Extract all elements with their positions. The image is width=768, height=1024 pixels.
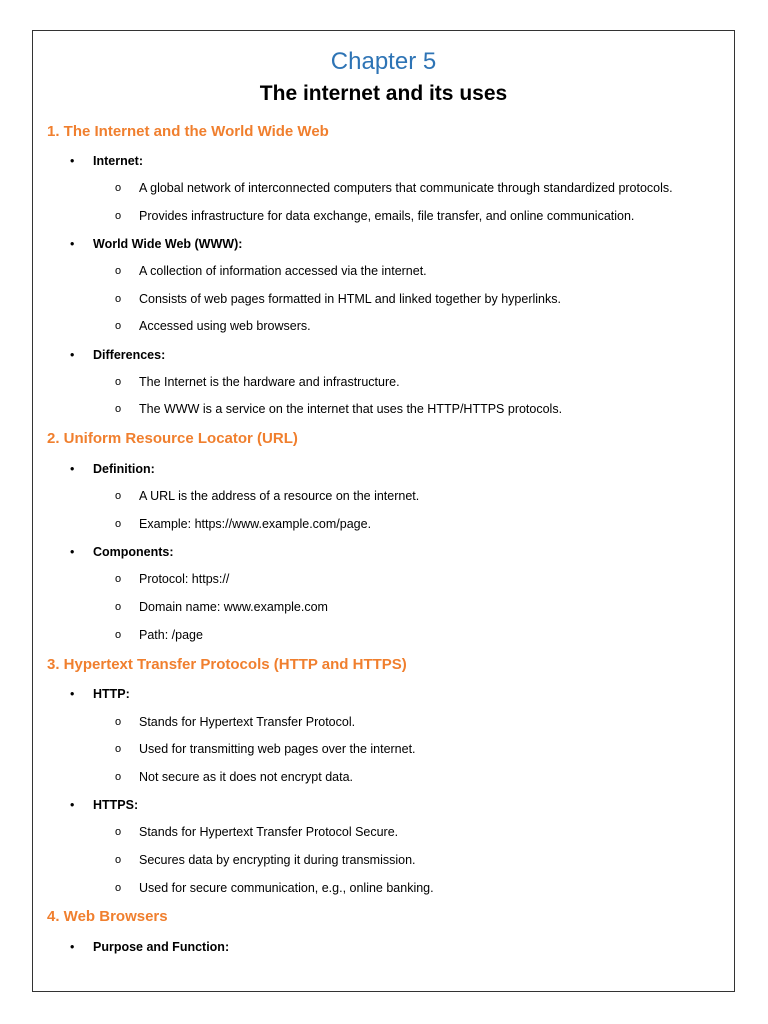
bullet-item [70,796,139,814]
sub-bullet-text: Example: https://www.example.com/page. [139,517,372,531]
bullet-icon: • [70,687,75,701]
sub-bullet-text: Domain name: www.example.com [139,600,328,614]
sub-bullet-text: A collection of information accessed via the internet. [139,264,427,278]
bullet-item [70,685,130,703]
circle-bullet-icon: o [115,629,122,641]
sub-bullet-item [115,879,434,897]
bullet-item [70,346,166,364]
circle-bullet-icon: o [115,403,122,415]
sub-bullet-item [115,179,673,197]
circle-bullet-icon: o [115,518,122,530]
bullet-item [70,460,155,478]
sub-bullet-text: The Internet is the hardware and infrastructure. [139,375,400,389]
circle-bullet-icon: o [115,882,122,894]
sub-bullet-item [115,598,328,616]
section-heading: 4. Web Browsers [47,908,168,925]
sub-bullet-text: The WWW is a service on the internet that uses the HTTP/HTTPS protocols. [139,402,563,416]
bullet-label: Purpose and Function: [93,940,230,954]
sub-bullet-item [115,317,311,335]
bullet-item [70,235,243,253]
circle-bullet-icon: o [115,265,122,277]
bullet-icon: • [70,798,75,812]
sub-bullet-text: Stands for Hypertext Transfer Protocol Secure. [139,825,399,839]
sub-bullet-text: Provides infrastructure for data exchange, emails, file transfer, and online communication. [139,209,635,223]
circle-bullet-icon: o [115,490,122,502]
circle-bullet-icon: o [115,320,122,332]
circle-bullet-icon: o [115,601,122,613]
bullet-label: Differences: [93,348,166,362]
section-heading: 2. Uniform Resource Locator (URL) [47,430,298,447]
sub-bullet-text: Used for transmitting web pages over the internet. [139,742,416,756]
bullet-label: HTTPS: [93,798,139,812]
sub-bullet-text: Path: /page [139,628,203,642]
section-heading: 1. The Internet and the World Wide Web [47,123,329,140]
bullet-label: World Wide Web (WWW): [93,237,243,251]
sub-bullet-item [115,713,356,731]
sub-bullet-text: A global network of interconnected computers that communicate through standardized protocols. [139,181,673,195]
sub-bullet-text: A URL is the address of a resource on the internet. [139,489,420,503]
circle-bullet-icon: o [115,573,122,585]
sub-bullet-item [115,262,427,280]
sub-bullet-item [115,626,203,644]
bullet-label: Components: [93,545,174,559]
sub-bullet-text: Used for secure communication, e.g., online banking. [139,881,434,895]
sub-bullet-item [115,740,416,758]
sub-bullet-text: Accessed using web browsers. [139,319,311,333]
chapter-heading: Chapter 5 [330,48,437,75]
section-heading: 3. Hypertext Transfer Protocols (HTTP and HTTPS) [47,656,407,673]
bullet-icon: • [70,545,75,559]
bullet-label: HTTP: [93,687,130,701]
sub-bullet-text: Protocol: https:// [139,572,230,586]
circle-bullet-icon: o [115,854,122,866]
bullet-icon: • [70,154,75,168]
bullet-label: Internet: [93,154,143,168]
circle-bullet-icon: o [115,743,122,755]
circle-bullet-icon: o [115,716,122,728]
document-page [32,30,735,992]
sub-bullet-item [115,851,416,869]
sub-bullet-item [115,823,399,841]
sub-bullet-text: Stands for Hypertext Transfer Protocol. [139,715,356,729]
circle-bullet-icon: o [115,771,122,783]
sub-bullet-item [115,373,400,391]
sub-bullet-item [115,768,354,786]
bullet-icon: • [70,348,75,362]
bullet-icon: • [70,237,75,251]
sub-bullet-item [115,207,635,225]
circle-bullet-icon: o [115,826,122,838]
bullet-item [70,152,143,170]
circle-bullet-icon: o [115,182,122,194]
circle-bullet-icon: o [115,210,122,222]
page-title: The internet and its uses [259,82,508,105]
sub-bullet-item [115,515,372,533]
circle-bullet-icon: o [115,376,122,388]
sub-bullet-item [115,400,563,418]
sub-bullet-item [115,570,230,588]
sub-bullet-text: Consists of web pages formatted in HTML and linked together by hyperlinks. [139,292,561,306]
circle-bullet-icon: o [115,293,122,305]
sub-bullet-text: Secures data by encrypting it during transmission. [139,853,416,867]
sub-bullet-item [115,487,420,505]
sub-bullet-item [115,290,561,308]
sub-bullet-text: Not secure as it does not encrypt data. [139,770,354,784]
bullet-icon: • [70,462,75,476]
bullet-label: Definition: [93,462,155,476]
bullet-icon: • [70,940,75,954]
bullet-item [70,938,230,956]
bullet-item [70,543,174,561]
